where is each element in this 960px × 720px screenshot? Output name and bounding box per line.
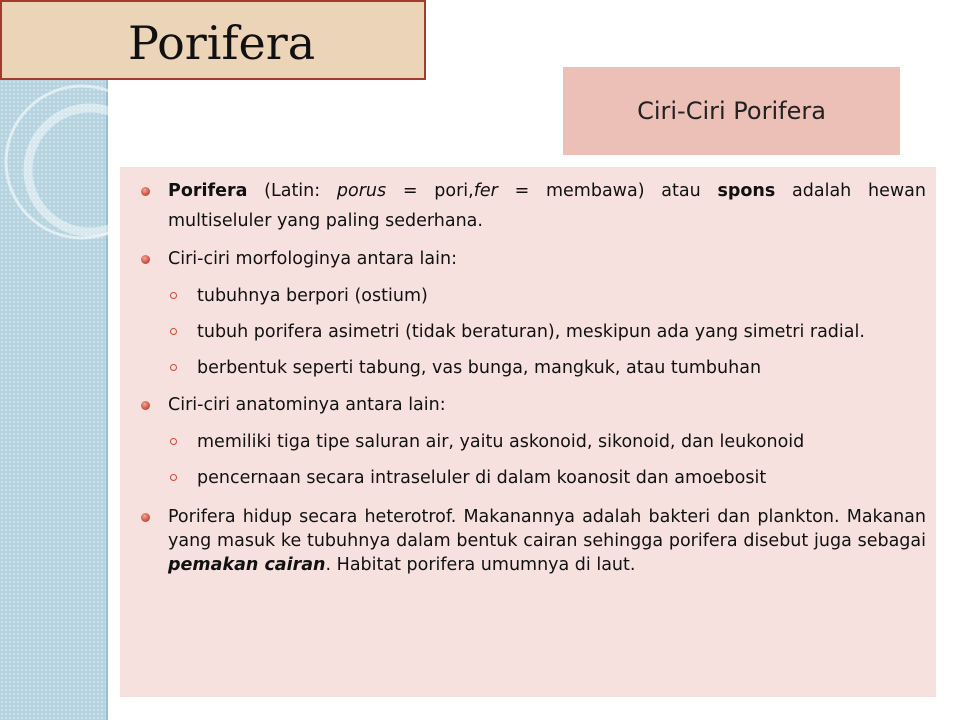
bullet-dot-icon [141,401,150,410]
bullet-dot-icon [141,255,150,264]
text-segment: = membawa) atau [497,181,718,201]
sub-item-morfologi-3 [197,356,930,380]
bold-italic-term-pemakan-cairan: pemakan cairan [168,555,326,575]
text-segment: Ciri-ciri anatominya antara lain: [168,395,446,415]
bullet-item-habitat [168,505,926,577]
bullet-dot-icon [141,513,150,522]
bullet-item-anatomi-heading [168,393,926,417]
content-box [120,167,936,697]
text-segment: = pori, [386,181,474,201]
bullet-item-definition-line2 [168,209,926,233]
text-segment: . Habitat porifera umumnya di laut. [325,555,636,575]
subtitle: Ciri-Ciri Porifera [637,97,826,125]
text-segment: adalah hewan [775,181,926,201]
sub-item-anatomi-1 [197,430,930,454]
sub-item-morfologi-2 [197,320,930,344]
sub-bullet-icon [170,474,177,481]
text-segment: multiseluler yang paling sederhana. [168,211,483,231]
text-segment: tubuhnya berpori (ostium) [197,286,428,306]
sub-item-anatomi-2 [197,466,930,490]
bullet-dot-icon [141,187,150,196]
italic-term-fer: fer [473,181,498,201]
bold-term-spons: spons [717,181,776,201]
sub-bullet-icon [170,328,177,335]
bullet-item-definition [168,179,926,203]
sub-bullet-icon [170,438,177,445]
sub-bullet-icon [170,292,177,299]
text-segment: berbentuk seperti tabung, vas bunga, mangkuk, atau tumbuhan [197,358,762,378]
page-title: Porifera [128,16,316,70]
sub-item-morfologi-1 [197,284,930,308]
title-box [0,0,426,80]
italic-term-porus: porus [336,181,387,201]
text-segment: Porifera hidup secara heterotrof. Makanannya adalah bakteri dan plankton. Makanan yang masuk ke tubuhnya dalam bentuk cairan sehingga porifera disebut juga sebagai [168,507,926,551]
text-segment: tubuh porifera asimetri (tidak beraturan), meskipun ada yang simetri radial. [197,322,865,342]
bold-term-porifera: Porifera [168,181,248,201]
text-segment: Ciri-ciri morfologinya antara lain: [168,249,457,269]
bullet-item-morfologi-heading [168,247,926,271]
text-segment: (Latin: [247,181,337,201]
text-segment: memiliki tiga tipe saluran air, yaitu askonoid, sikonoid, dan leukonoid [197,432,805,452]
sub-bullet-icon [170,364,177,371]
subtitle-box [563,67,900,155]
text-segment: pencernaan secara intraseluler di dalam koanosit dan amoebosit [197,468,767,488]
